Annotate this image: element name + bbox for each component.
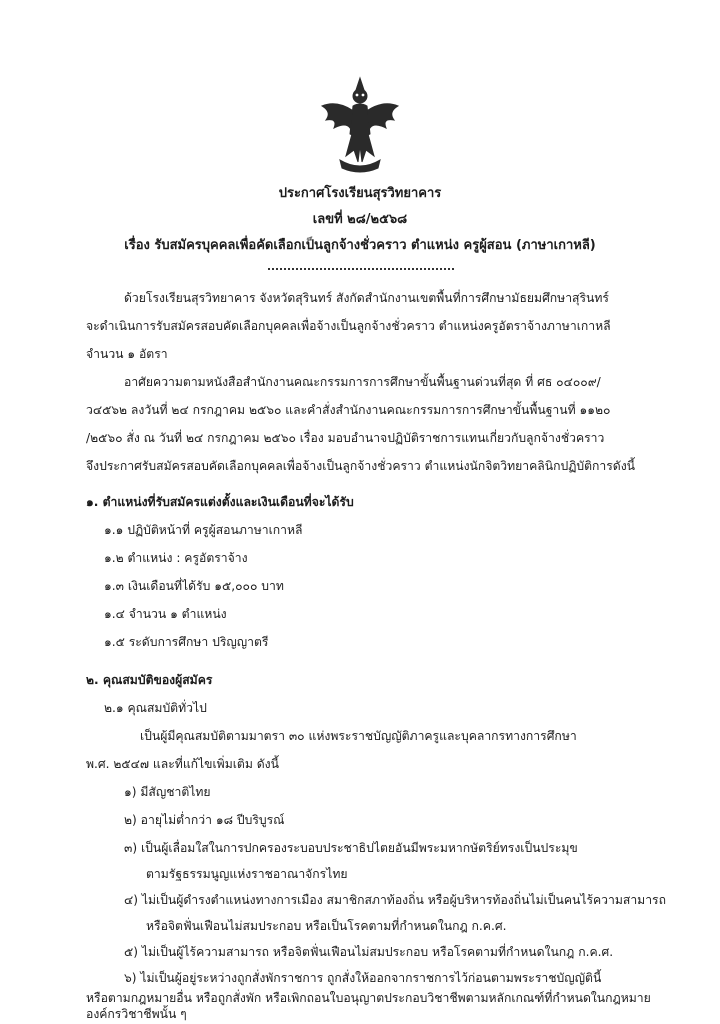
dotted-separator (268, 268, 454, 270)
list-item: ๔) ไม่เป็นผู้ดำรงตำแหน่งทางการเมือง สมาชิกสภาท้องถิ่น หรือผู้บริหารท้องถิ่นไม่เป็นคนไร้ความสามารถ (124, 893, 666, 907)
intro-line: อาศัยความตามหนังสือสำนักงานคณะกรรมการการศึกษาขั้นพื้นฐานด่วนที่สุด ที่ ศธ ๐๔๐๐๙/ (124, 375, 601, 389)
list-item-continuation: องค์กรวิชาชีพนั้น ๆ (86, 1007, 187, 1021)
announcement-subject: เรื่อง รับสมัครบุคคลเพื่อคัดเลือกเป็นลูกจ้างชั่วคราว ตำแหน่ง ครูผู้สอน (ภาษาเกาหลี) (124, 238, 596, 253)
list-item-continuation: หรือจิตฟั่นเฟือนไม่สมประกอบ หรือเป็นโรคตามที่กำหนดในกฎ ก.ค.ศ. (146, 919, 507, 933)
list-item: ๑.๕ ระดับการศึกษา ปริญญาตรี (104, 635, 269, 649)
intro-line: ว๔๕๖๒ ลงวันที่ ๒๔ กรกฎาคม ๒๕๖๐ และคำสั่งสำนักงานคณะกรรมการการศึกษาขั้นพื้นฐานที่ ๑๑๒๐ (86, 403, 611, 417)
list-item: ๑.๓ เงินเดือนที่ได้รับ ๑๕,๐๐๐ บาท (104, 579, 284, 593)
list-item: ๑.๑ ปฏิบัติหน้าที่ ครูผู้สอนภาษาเกาหลี (104, 523, 303, 537)
section-heading: ๒. คุณสมบัติของผู้สมัคร (86, 673, 213, 687)
announcement-title: ประกาศโรงเรียนสุรวิทยาคาร (278, 186, 442, 201)
list-item: ๖) ไม่เป็นผู้อยู่ระหว่างถูกสั่งพักราชการ ถูกสั่งให้ออกจากราชการไว้ก่อนตามพระราชบัญญัตินี้ (124, 971, 602, 985)
intro-line: จึงประกาศรับสมัครสอบคัดเลือกบุคคลเพื่อจ้างเป็นลูกจ้างชั่วคราว ตำแหน่งนักจิตวิทยาคลินิกปฏิบัติการดังนี้ (86, 459, 636, 473)
garuda-emblem (318, 76, 402, 176)
intro-line: จะดำเนินการรับสมัครสอบคัดเลือกบุคคลเพื่อจ้างเป็นลูกจ้างชั่วคราว ตำแหน่งครูอัตราจ้างภาษาเกาหลี (86, 319, 611, 333)
list-item-continuation: ตามรัฐธรรมนูญแห่งราชอาณาจักรไทย (146, 867, 348, 881)
list-item: ๑.๔ จำนวน ๑ ตำแหน่ง (104, 607, 227, 621)
intro-line: จำนวน ๑ อัตรา (86, 347, 168, 361)
section-heading: ๑. ตำแหน่งที่รับสมัครแต่งตั้งและเงินเดือนที่จะได้รับ (86, 495, 354, 509)
intro-line: /๒๕๖๐ สั่ง ณ วันที่ ๒๔ กรกฎาคม ๒๕๖๐ เรื่อง มอบอำนาจปฏิบัติราชการแทนเกี่ยวกับลูกจ้างชั่วคราว (86, 431, 605, 445)
list-item: ๑.๒ ตำแหน่ง : ครูอัตราจ้าง (104, 551, 248, 565)
list-item: ๒) อายุไม่ต่ำกว่า ๑๘ ปีบริบูรณ์ (124, 813, 285, 827)
list-item: ๑) มีสัญชาติไทย (124, 785, 211, 799)
subsection-heading: ๒.๑ คุณสมบัติทั่วไป (104, 701, 207, 715)
paragraph-line: เป็นผู้มีคุณสมบัติตามมาตรา ๓๐ แห่งพระราชบัญญัติภาครูและบุคลากรทางการศึกษา (140, 729, 577, 743)
intro-line: ด้วยโรงเรียนสุรวิทยาคาร จังหวัดสุรินทร์ สังกัดสำนักงานเขตพื้นที่การศึกษามัธยมศึกษาสุรินทร์ (124, 291, 609, 305)
list-item: ๓) เป็นผู้เลื่อมใสในการปกครองระบอบประชาธิปไตยอันมีพระมหากษัตริย์ทรงเป็นประมุข (124, 841, 578, 855)
announcement-number: เลขที่ ๒๘/๒๕๖๘ (312, 212, 408, 227)
list-item: ๕) ไม่เป็นผู้ไร้ความสามารถ หรือจิตฟั่นเฟือนไม่สมประกอบ หรือโรคตามที่กำหนดในกฎ ก.ค.ศ. (124, 945, 614, 959)
paragraph-line: พ.ศ. ๒๕๔๗ และที่แก้ไขเพิ่มเติม ดังนี้ (86, 757, 279, 771)
list-item-continuation: หรือตามกฎหมายอื่น หรือถูกสั่งพัก หรือเพิกถอนใบอนุญาตประกอบวิชาชีพตามหลักเกณฑ์ที่กำหนดในกฎหมาย (86, 991, 651, 1005)
